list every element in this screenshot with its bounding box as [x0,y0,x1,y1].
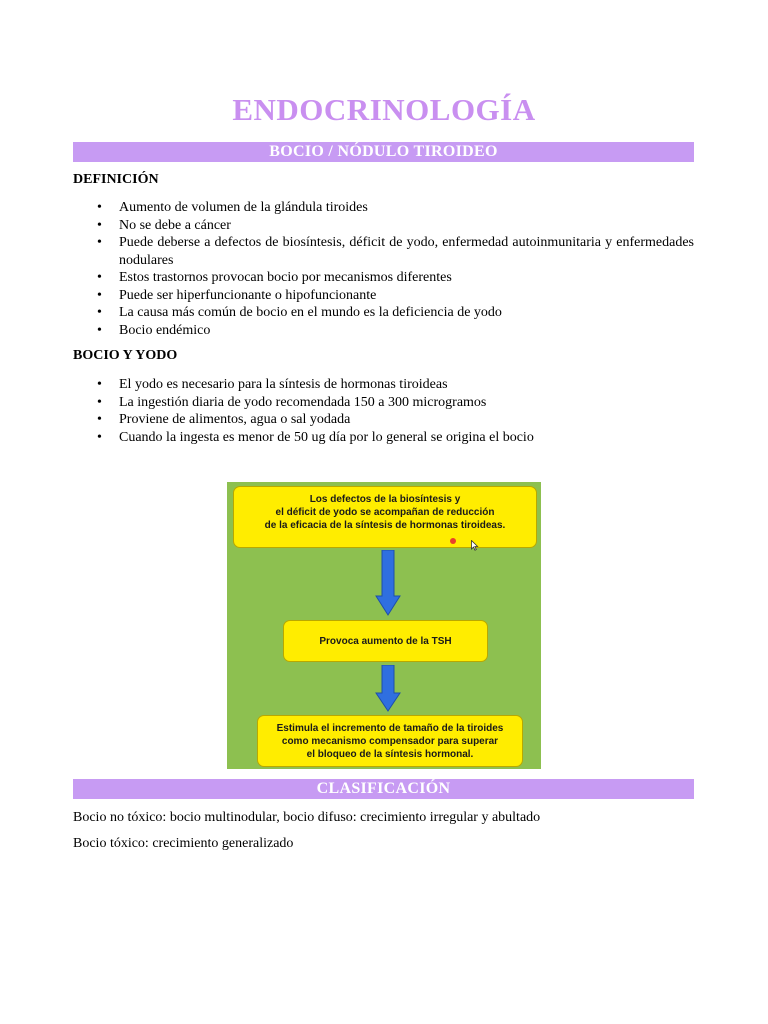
list-item: • Cuando la ingesta es menor de 50 ug día por lo general se origina el bocio [73,429,694,447]
diagram-box-defectos [233,486,537,548]
list-item: • Puede deberse a defectos de biosíntesis, déficit de yodo, enfermedad autoinmunitaria y enfermedades nodulares [73,234,694,269]
heading-bocio-yodo: BOCIO Y YODO [73,348,178,363]
definicion-list [73,199,694,339]
diagram-line: Los defectos de la biosíntesis y [309,493,461,505]
list-item: • El yodo es necesario para la síntesis de hormonas tiroideas [73,376,694,394]
list-item: • No se debe a cáncer [73,217,694,235]
diagram-line: Estimula el incremento de tamaño de la tiroides [276,722,504,734]
down-arrow-icon [375,665,401,712]
clasificacion-line: Bocio no tóxico: bocio multinodular, bocio difuso: crecimiento irregular y abultado [73,810,541,825]
mouse-pointer-icon [471,540,479,551]
list-item: • La causa más común de bocio en el mundo es la deficiencia de yodo [73,304,694,322]
yodo-list [73,376,694,446]
diagram-line: el déficit de yodo se acompañan de reducción [275,506,495,518]
clasificacion-line: Bocio tóxico: crecimiento generalizado [73,836,294,851]
heading-definicion: DEFINICIÓN [73,172,159,187]
diagram-box-estimula [257,715,523,767]
flow-diagram [227,482,541,769]
section-band-bocio: BOCIO / NÓDULO TIROIDEO [73,142,694,162]
diagram-line: el bloqueo de la síntesis hormonal. [306,748,474,760]
list-item: • Proviene de alimentos, agua o sal yodada [73,411,694,429]
section-band-clasificacion: CLASIFICACIÓN [73,779,694,799]
list-item: • Puede ser hiperfuncionante o hipofuncionante [73,287,694,305]
diagram-line: como mecanismo compensador para superar [281,735,499,747]
list-item: • La ingestión diaria de yodo recomendada 150 a 300 microgramos [73,394,694,412]
list-item: • Estos trastornos provocan bocio por mecanismos diferentes [73,269,694,287]
diagram-line: de la eficacia de la síntesis de hormonas tiroideas. [264,519,506,531]
document-title: ENDOCRINOLOGÍA [232,92,536,127]
diagram-line: Provoca aumento de la TSH [319,635,452,647]
down-arrow-icon [375,550,401,616]
list-item: • Aumento de volumen de la glándula tiroides [73,199,694,217]
diagram-box-tsh [283,620,488,662]
list-item: • Bocio endémico [73,322,694,340]
cursor-dot-icon [450,538,456,544]
